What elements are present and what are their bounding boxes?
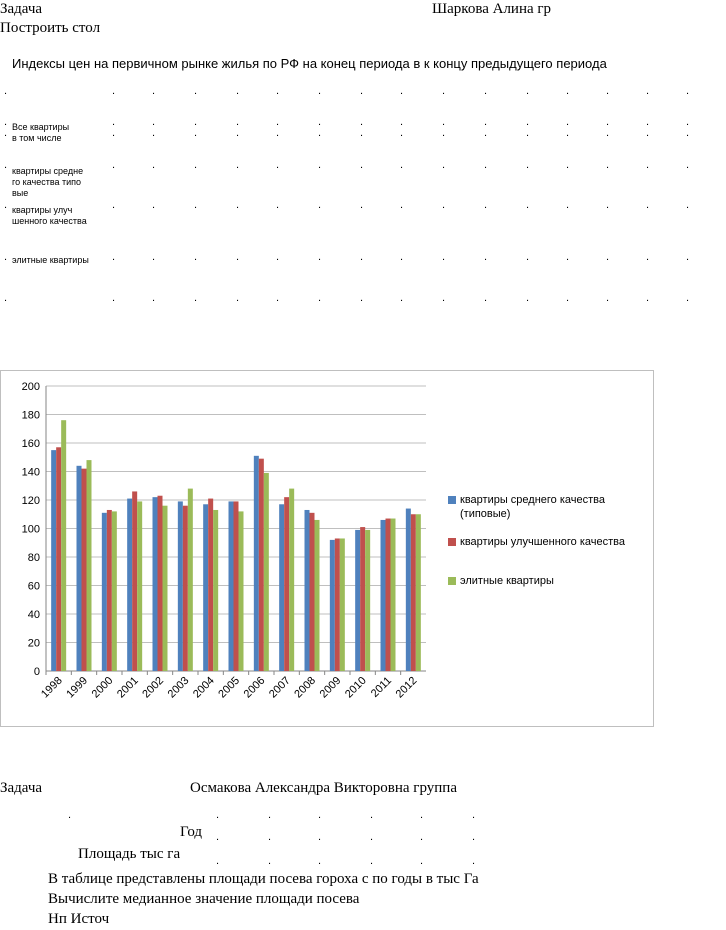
table-cell-dot: . [152,116,156,128]
table-cell-dot: . [370,855,374,867]
table-cell-dot: . [4,199,8,211]
table-cell-dot: . [276,116,280,128]
table-cell-dot: . [4,251,8,263]
x-tick-label: 2011 [368,674,395,700]
y-tick-label: 80 [27,552,40,564]
bar [153,497,158,671]
table-cell-dot: . [400,199,404,211]
table-cell-dot: . [318,809,322,821]
bar [289,489,294,671]
table-cell-dot: . [194,292,198,304]
table-cell-dot: . [268,855,272,867]
bar [102,513,107,671]
bar [61,420,66,671]
table-cell-dot: . [484,127,488,139]
table-cell-dot: . [686,159,690,171]
task2-text-line1: В таблице представлены площади посева гороха с по годы в тыс Га [48,871,479,887]
table-cell-dot: . [276,292,280,304]
table-cell-dot: . [360,251,364,263]
table-cell-dot: . [112,159,116,171]
table-cell-dot: . [606,292,610,304]
table-cell-dot: . [400,251,404,263]
table-cell-dot: . [318,127,322,139]
table-cell-dot: . [194,127,198,139]
table-cell-dot: . [606,116,610,128]
table-cell-dot: . [686,251,690,263]
table-cell-dot: . [566,292,570,304]
task2-text-line3: Нп Источ [48,911,110,927]
task2-row-area: Площадь тыс га [78,846,181,862]
x-tick-label: 1998 [38,674,65,701]
task1-student-name: Шаркова Алина гр [432,1,552,17]
table-cell-dot: . [276,251,280,263]
table-cell-dot: . [318,116,322,128]
table-cell-dot: . [484,292,488,304]
table-cell-dot: . [276,127,280,139]
table-cell-dot: . [4,116,8,128]
table-cell-dot: . [526,199,530,211]
x-tick-label: 2000 [89,674,116,701]
table-cell-dot: . [318,292,322,304]
x-tick-label: 2007 [266,674,293,701]
table-cell-dot: . [318,199,322,211]
y-tick-label: 60 [27,580,40,593]
x-tick-label: 2001 [114,674,141,701]
table-cell-dot: . [686,127,690,139]
table-cell-dot: . [686,116,690,128]
task2-heading: Задача [0,780,43,796]
table-cell-dot: . [472,809,476,821]
table-cell-dot: . [400,85,404,97]
table-cell-dot: . [526,85,530,97]
y-tick-label: 140 [21,466,40,479]
table-cell-dot: . [400,116,404,128]
x-tick-label: 2009 [317,674,344,701]
task1-heading: Задача [0,1,43,17]
table-cell-dot: . [194,159,198,171]
y-tick-label: 180 [21,409,40,422]
y-tick-label: 200 [21,381,40,393]
table-cell-dot: . [194,85,198,97]
x-tick-label: 2006 [241,674,268,701]
task1-instruction: Построить стол [0,20,101,36]
table-cell-dot: . [112,85,116,97]
legend-swatch [448,538,456,546]
bar [188,489,193,671]
bar [203,504,208,671]
table-cell-dot: . [236,251,240,263]
table-cell-dot: . [236,85,240,97]
table-cell-dot: . [472,831,476,843]
legend-swatch [448,496,456,504]
table-cell-dot: . [236,159,240,171]
bar [163,506,168,671]
table-cell-dot: . [360,292,364,304]
y-tick-label: 20 [27,637,40,650]
x-tick-label: 2002 [140,674,167,701]
table-cell-dot: . [686,199,690,211]
bar [82,469,87,671]
table-cell-dot: . [216,855,220,867]
legend-label: квартиры среднего качества (типовые) [460,494,605,520]
table-cell-dot: . [152,292,156,304]
table-cell-dot: . [646,159,650,171]
table-cell-dot: . [646,116,650,128]
table-cell-dot: . [112,116,116,128]
bar [132,491,137,671]
table-cell-dot: . [442,199,446,211]
bar [158,496,163,671]
bar [183,506,188,671]
table-cell-dot: . [484,251,488,263]
table-cell-dot: . [216,831,220,843]
table-cell-dot: . [646,199,650,211]
table-cell-dot: . [484,85,488,97]
bar [406,509,411,671]
table-cell-dot: . [236,116,240,128]
table-cell-dot: . [360,127,364,139]
table-cell-dot: . [216,809,220,821]
bar [310,513,315,671]
table-cell-dot: . [112,127,116,139]
bar [239,511,244,671]
bar [229,501,234,671]
bar [416,514,421,671]
table-cell-dot: . [4,292,8,304]
table-cell-dot: . [646,292,650,304]
task2-student-name: Осмакова Александра Викторовна группа [190,780,457,796]
bar [127,499,132,671]
bar [208,499,213,671]
table-cell-dot: . [276,199,280,211]
y-tick-label: 120 [21,495,40,507]
y-tick-label: 160 [21,438,40,450]
row-label-elite-apartments: элитные квартиры [12,255,89,265]
y-tick-label: 40 [27,609,40,621]
bar [56,447,61,671]
table-cell-dot: . [112,199,116,211]
x-tick-label: 2008 [292,674,319,701]
table-cell-dot: . [606,199,610,211]
bar [386,519,391,671]
table-cell-dot: . [442,127,446,139]
bar [234,501,239,671]
bar [335,538,340,671]
table-cell-dot: . [268,831,272,843]
table-cell-dot: . [566,159,570,171]
table-cell-dot: . [268,809,272,821]
table-cell-dot: . [646,85,650,97]
table-cell-dot: . [442,292,446,304]
table-cell-dot: . [566,199,570,211]
table-cell-dot: . [360,199,364,211]
bar [137,501,142,671]
table-cell-dot: . [606,85,610,97]
bar [365,530,370,671]
x-tick-label: 2003 [165,674,192,701]
table-cell-dot: . [420,831,424,843]
table-cell-dot: . [236,292,240,304]
table-cell-dot: . [686,85,690,97]
table-cell-dot: . [472,855,476,867]
table-cell-dot: . [526,159,530,171]
table-cell-dot: . [442,159,446,171]
table-cell-dot: . [194,116,198,128]
legend-swatch [448,577,456,585]
table-cell-dot: . [360,85,364,97]
bar [284,497,289,671]
table-cell-dot: . [112,292,116,304]
task2-text-line2: Вычислите медианное значение площади посева [48,891,360,907]
table-cell-dot: . [370,809,374,821]
bar [213,510,218,671]
table-cell-dot: . [484,199,488,211]
table-cell-dot: . [318,831,322,843]
table-cell-dot: . [484,116,488,128]
table-cell-dot: . [318,85,322,97]
table-cell-dot: . [484,159,488,171]
table-cell-dot: . [152,159,156,171]
y-tick-label: 100 [21,523,40,536]
row-label-standard-apartments: квартиры средне го качества типо вые [12,166,84,198]
table-cell-dot: . [152,199,156,211]
table-cell-dot: . [276,159,280,171]
table-cell-dot: . [4,85,8,97]
table-cell-dot: . [606,251,610,263]
table-cell-dot: . [526,251,530,263]
bar [391,519,396,671]
bar [381,520,386,671]
bar [178,501,183,671]
bar [355,530,360,671]
table-cell-dot: . [236,127,240,139]
table-cell-dot: . [236,199,240,211]
row-label-all-apartments: Все квартиры в том числе [12,122,70,143]
table-cell-dot: . [526,116,530,128]
table-cell-dot: . [646,127,650,139]
table-cell-dot: . [442,251,446,263]
bar [411,514,416,671]
table-cell-dot: . [370,831,374,843]
x-tick-label: 1999 [64,674,91,701]
bar [51,450,56,671]
bar [305,510,310,671]
table-cell-dot: . [112,251,116,263]
bar [315,520,320,671]
table-cell-dot: . [152,251,156,263]
table-cell-dot: . [606,127,610,139]
table-cell-dot: . [442,85,446,97]
bar [264,473,269,671]
x-tick-label: 2010 [342,674,369,701]
price-index-chart [0,370,654,727]
task2-row-year: Год [180,824,203,840]
table-cell-dot: . [194,199,198,211]
row-label-improved-apartments: квартиры улуч шенного качества [12,205,87,226]
bar [254,456,259,671]
table-cell-dot: . [566,116,570,128]
table-cell-dot: . [400,292,404,304]
table-cell-dot: . [318,855,322,867]
bar [279,504,284,671]
table-cell-dot: . [4,127,8,139]
bar [87,460,92,671]
x-tick-label: 2004 [190,674,217,701]
table-cell-dot: . [442,116,446,128]
table-cell-dot: . [420,855,424,867]
table-cell-dot: . [686,292,690,304]
bar [77,466,82,671]
table-cell-dot: . [360,159,364,171]
table-cell-dot: . [152,127,156,139]
x-tick-label: 2005 [216,674,243,701]
bar [330,540,335,671]
table-cell-dot: . [318,251,322,263]
bar [112,511,117,671]
table-cell-dot: . [526,127,530,139]
table-cell-dot: . [566,127,570,139]
table-cell-dot: . [4,159,8,171]
table-cell-dot: . [318,159,322,171]
table-cell-dot: . [566,251,570,263]
legend-label: квартиры улучшенного качества [460,536,626,548]
table-cell-dot: . [526,292,530,304]
table-cell-dot: . [400,127,404,139]
table-cell-dot: . [646,251,650,263]
table-cell-dot: . [276,85,280,97]
table-cell-dot: . [68,809,72,821]
table-cell-dot: . [360,116,364,128]
table-cell-dot: . [194,251,198,263]
bar [360,527,365,671]
table-cell-dot: . [152,85,156,97]
bar [259,459,264,671]
bar [340,538,345,671]
table-cell-dot: . [400,159,404,171]
x-tick-label: 2012 [393,674,420,701]
task1-table-title: Индексы цен на первичном рынке жилья по РФ на конец периода в к концу предыдущего периода [12,56,607,71]
bar [107,510,112,671]
table-cell-dot: . [420,809,424,821]
legend-label: элитные квартиры [460,575,554,587]
y-tick-label: 0 [33,666,40,678]
table-cell-dot: . [566,85,570,97]
table-cell-dot: . [606,159,610,171]
